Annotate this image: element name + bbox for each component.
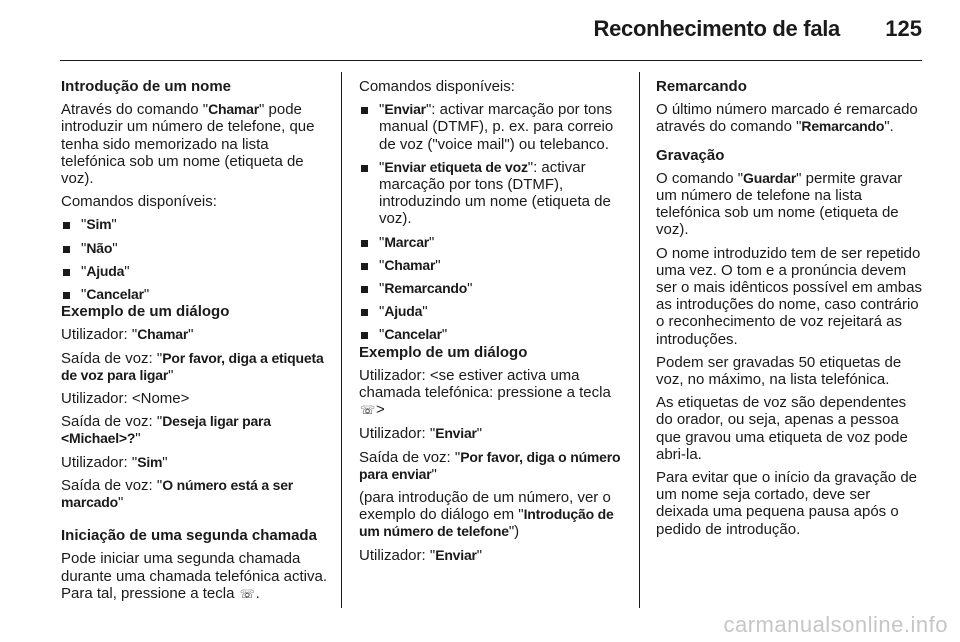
dialog-line: Utilizador: "Enviar"	[359, 425, 483, 443]
section-heading: Iniciação de uma segunda chamada	[61, 527, 317, 545]
list-item: "Enviar etiqueta de voz": activar marcação por tons (DTMF), introduzindo um nome (etiqueta de voz).	[359, 159, 625, 228]
phone-icon: ☏	[239, 586, 255, 601]
watermark: carmanualsonline.info	[723, 612, 948, 637]
paragraph: Para evitar que o início da gravação de um nome seja cortado, deve ser deixada uma pequena pausa após o pedido de introdução.	[656, 469, 917, 538]
commands-label: Comandos disponíveis:	[359, 78, 515, 95]
list-item: "Remarcando"	[359, 280, 625, 297]
dialog-line: Utilizador: "Enviar"	[359, 546, 483, 564]
paragraph: Através do comando "Chamar" pode introduzir um número de telefone, que tenha sido memorizado na lista telefónica sob um nome (etiqueta de voz).	[61, 101, 315, 188]
dialog-line: Utilizador: "Chamar"	[61, 326, 194, 344]
column-2	[359, 78, 625, 570]
paragraph: O comando "Guardar" permite gravar um número de telefone na lista telefónica sob um nome (etiqueta de voz).	[656, 169, 903, 239]
page-number: 125	[885, 16, 922, 41]
phone-icon: ☏	[360, 403, 376, 418]
dialog-line: Utilizador: <se estiver activa uma chamada telefónica: pressione a tecla ☏>	[359, 366, 611, 419]
header-divider	[60, 60, 922, 61]
column-divider-2	[639, 72, 640, 608]
dialog-line: Saída de voz: "Por favor, diga a etiqueta de voz para ligar"	[61, 349, 324, 384]
command-list	[359, 101, 625, 343]
dialog-line: Saída de voz: "Deseja ligar para <Michael>?"	[61, 413, 271, 448]
paragraph: O nome introduzido tem de ser repetido uma vez. O tom e a pronúncia devem ser o mais idênticos possível em ambas as introduções do nome, caso contrário o reconhecimento de voz rejeitará as introduções.	[656, 244, 922, 348]
paragraph: O último número marcado é remarcado através do comando "Remarcando".	[656, 101, 918, 136]
dialog-line: Saída de voz: "O número está a ser marcado"	[61, 476, 294, 512]
list-item: "Chamar"	[359, 257, 625, 274]
header-title: Reconhecimento de fala	[593, 16, 840, 41]
paragraph: (para introdução de um número, ver o exemplo do diálogo em "Introdução de um número de telefone")	[359, 489, 614, 541]
paragraph: Pode iniciar uma segunda chamada durante uma chamada telefónica activa. Para tal, pressione a tecla ☏.	[61, 550, 327, 602]
paragraph: Podem ser gravadas 50 etiquetas de voz, no máximo, na lista telefónica.	[656, 353, 902, 389]
paragraph: As etiquetas de voz são dependentes do orador, ou seja, apenas a pessoa que gravou uma etiqueta de voz pode abri-la.	[656, 394, 908, 463]
dialog-line: Utilizador: "Sim"	[61, 453, 168, 471]
list-item: "Não"	[61, 240, 327, 257]
command-list	[61, 216, 327, 303]
column-3	[656, 78, 922, 544]
section-heading: Remarcando	[656, 78, 747, 95]
dialog-line: Saída de voz: "Por favor, diga o número para enviar"	[359, 448, 621, 483]
commands-label: Comandos disponíveis:	[61, 193, 217, 211]
list-item: "Marcar"	[359, 234, 625, 251]
column-divider-1	[341, 72, 342, 608]
section-heading: Exemplo de um diálogo	[61, 303, 230, 321]
section-heading: Exemplo de um diálogo	[359, 343, 528, 361]
list-item: "Cancelar"	[61, 286, 327, 303]
dialog-line: Utilizador: <Nome>	[61, 390, 190, 408]
column-1	[61, 78, 327, 609]
list-item: "Ajuda"	[61, 263, 327, 280]
section-heading: Introdução de um nome	[61, 78, 232, 95]
list-item: "Sim"	[61, 216, 327, 233]
list-item: "Ajuda"	[359, 303, 625, 320]
list-item: "Cancelar"	[359, 326, 625, 343]
list-item: "Enviar": activar marcação por tons manual (DTMF), p. ex. para correio de voz ("voice mail") ou telebanco.	[359, 101, 625, 153]
section-heading: Gravação	[656, 146, 725, 164]
